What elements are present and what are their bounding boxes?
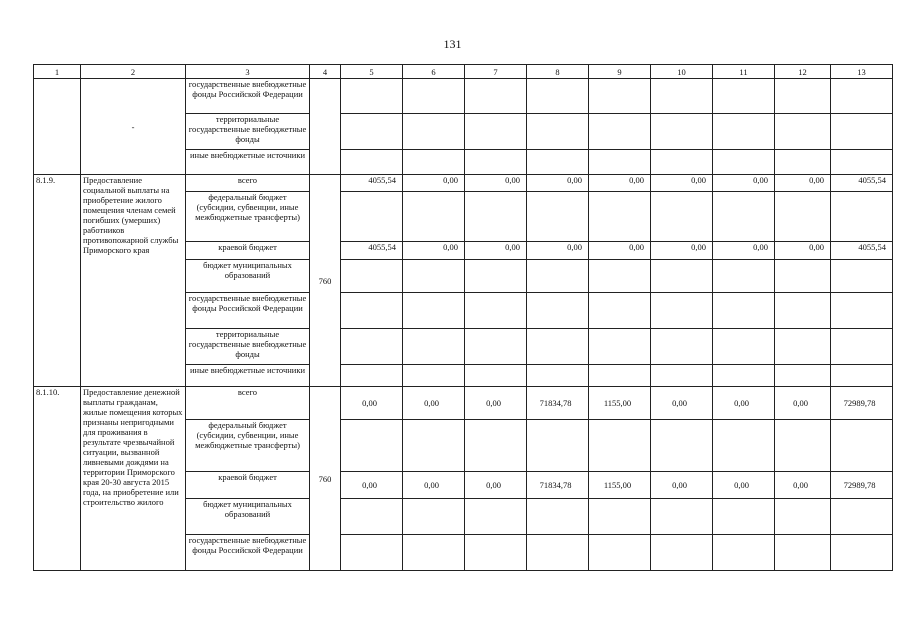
value-cell: 0,00 [403,175,465,192]
header-cell: 2 [81,65,186,79]
source-cell: иные внебюджетные источники [186,150,310,175]
value-cell: 0,00 [465,472,527,499]
value-cell: 0,00 [775,242,831,260]
source-cell: всего [186,387,310,420]
source-cell: бюджет муниципальных образований [186,260,310,293]
source-cell: территориальные государственные внебюджетные фонды [186,329,310,365]
header-cell: 4 [310,65,341,79]
item-code: 8.1.9. [34,175,81,387]
value-cell: 0,00 [651,242,713,260]
source-cell: иные внебюджетные источники [186,365,310,387]
header-cell: 3 [186,65,310,79]
value-cell: 1155,00 [589,472,651,499]
stray-mark: - [81,79,186,175]
source-cell: территориальные государственные внебюджетные фонды [186,114,310,150]
header-cell: 13 [831,65,893,79]
value-cell: 0,00 [403,387,465,420]
table-row [34,175,893,192]
value-cell: 0,00 [775,175,831,192]
value-cell: 4055,54 [831,242,893,260]
value-cell: 0,00 [589,242,651,260]
value-cell: 71834,78 [527,472,589,499]
value-cell: 0,00 [403,472,465,499]
value-cell: 1155,00 [589,387,651,420]
value-cell: 72989,78 [831,387,893,420]
value-cell: 0,00 [341,387,403,420]
value-cell: 0,00 [713,472,775,499]
item-name: Предоставление социальной выплаты на приобретение жилого помещения членам семей погибших (умерших) работников противопожарной службы Приморского края [81,175,186,387]
value-cell: 0,00 [775,472,831,499]
value-cell: 0,00 [713,387,775,420]
header-cell: 5 [341,65,403,79]
value-cell: 0,00 [465,242,527,260]
value-cell: 0,00 [465,387,527,420]
header-cell: 7 [465,65,527,79]
value-cell: 0,00 [651,387,713,420]
header-cell: 6 [403,65,465,79]
value-cell: 0,00 [775,387,831,420]
col4-cell: 760 [310,387,341,571]
value-cell: 0,00 [651,472,713,499]
code-cell [34,79,81,175]
header-cell: 9 [589,65,651,79]
value-cell: 4055,54 [831,175,893,192]
value-cell: 4055,54 [341,175,403,192]
header-cell: 1 [34,65,81,79]
source-cell: государственные внебюджетные фонды Российской Федерации [186,293,310,329]
source-cell: федеральный бюджет (субсидии, субвенции, иные межбюджетные трансферты) [186,192,310,242]
value-cell: 0,00 [465,175,527,192]
value-cell: 4055,54 [341,242,403,260]
header-row [34,65,893,79]
value-cell: 0,00 [713,242,775,260]
source-cell: всего [186,175,310,192]
source-cell: государственные внебюджетные фонды Российской Федерации [186,79,310,114]
header-cell: 11 [713,65,775,79]
value-cell: 0,00 [713,175,775,192]
value-cell: 0,00 [527,175,589,192]
source-cell: бюджет муниципальных образований [186,499,310,535]
value-cell: 71834,78 [527,387,589,420]
budget-table [33,64,893,571]
value-cell: 0,00 [527,242,589,260]
col4-cell [310,79,341,175]
value-cell: 0,00 [341,472,403,499]
header-cell: 10 [651,65,713,79]
header-cell: 12 [775,65,831,79]
header-cell: 8 [527,65,589,79]
table-row [34,79,893,114]
item-name: Предоставление денежной выплаты гражданам, жилые помещения которых признаны непригодными для проживания в результате чрезвычайной ситуации, вызванной ливневыми дождями на территории Приморского края 20-30 августа 2015 года, на приобретение или строительство жилого [81,387,186,571]
value-cell: 0,00 [651,175,713,192]
value-cell: 72989,78 [831,472,893,499]
source-cell: государственные внебюджетные фонды Российской Федерации [186,535,310,571]
source-cell: краевой бюджет [186,242,310,260]
table-row [34,387,893,420]
source-cell: краевой бюджет [186,472,310,499]
item-code: 8.1.10. [34,387,81,571]
value-cell: 0,00 [589,175,651,192]
value-cell: 0,00 [403,242,465,260]
page-number: 131 [443,37,462,51]
col4-cell: 760 [310,175,341,387]
source-cell: федеральный бюджет (субсидии, субвенции, иные межбюджетные трансферты) [186,420,310,472]
